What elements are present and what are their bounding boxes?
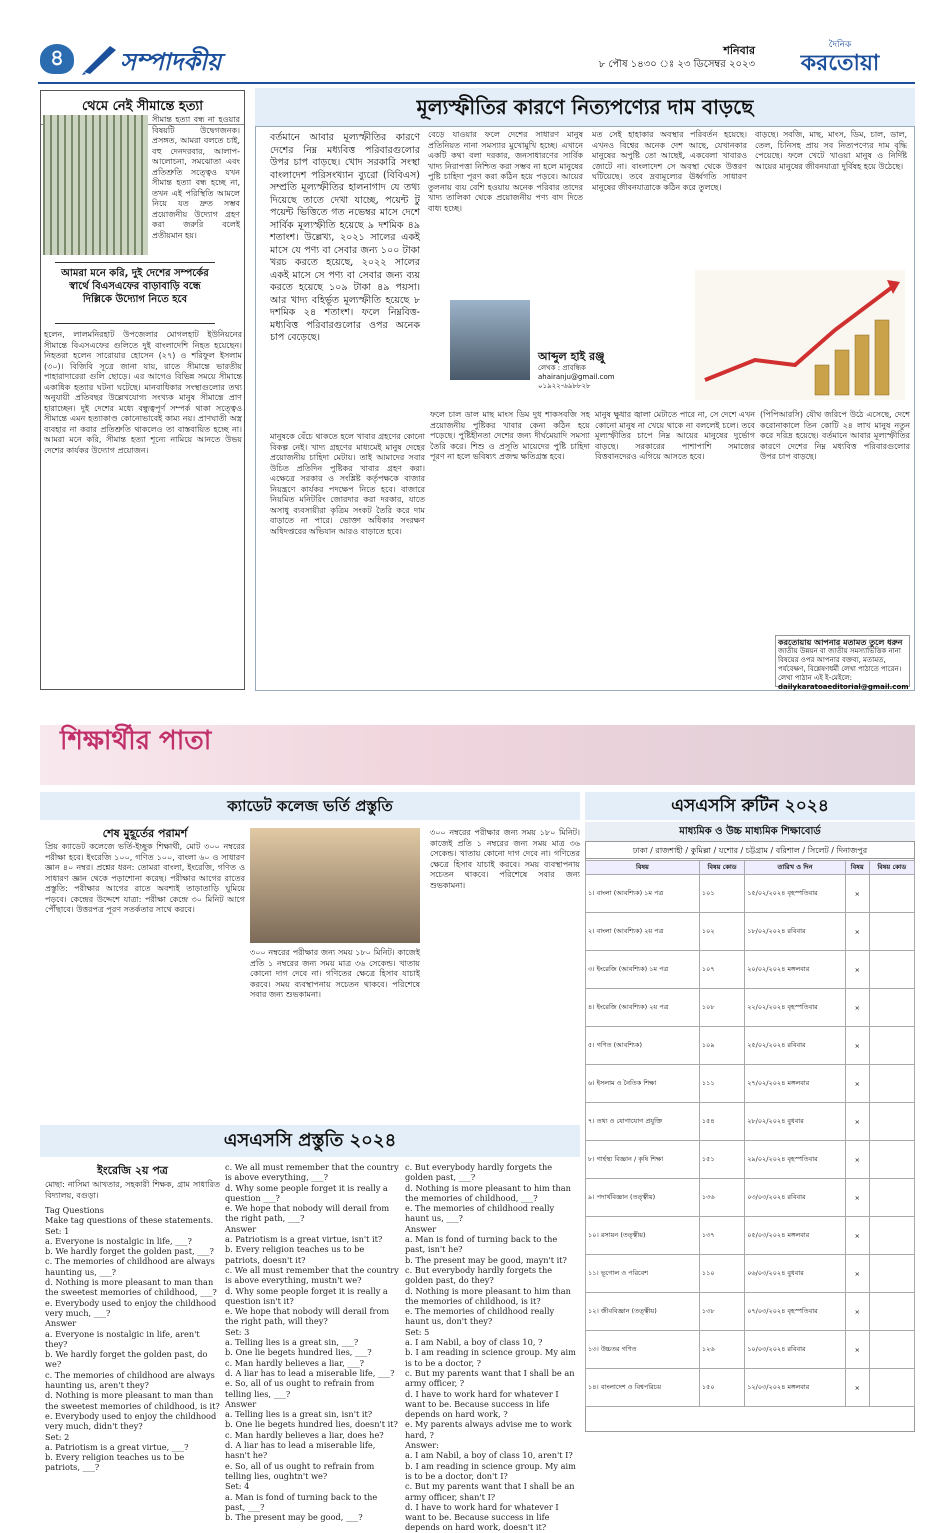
pull-quote: আমরা মনে করি, দুই দেশের সম্পর্কের স্বার্থে বিএসএফের বাড়াবাড়ি বন্ধে দিল্লিকে উদ্যোগ নিতে হবে [55, 262, 215, 324]
empty-cell: × [845, 989, 869, 1027]
cell: ২। বাংলা (আবশ্যিক) ২য় পত্র [586, 913, 700, 951]
empty-cell: × [845, 951, 869, 989]
masthead-rule [38, 82, 915, 84]
empty-cell [869, 1141, 914, 1179]
empty-cell [869, 913, 914, 951]
board-title: মাধ্যমিক ও উচ্চ মাধ্যমিক শিক্ষাবোর্ড [585, 822, 915, 842]
empty-cell: × [845, 1179, 869, 1217]
empty-cell: × [845, 1331, 869, 1369]
table-row [586, 875, 915, 913]
cell: ০৩/০৩/২০২৪ রবিবার [745, 1179, 846, 1217]
article-body: হলেন, লালমনিরহাট উপজেলার মোগলহাট ইউনিয়নের সীমান্তে বিএসএফের গুলিতে দুই বাংলাদেশি নিহত হয়েছেন। নিহতরা হলেন সারোয়ার হোসেন (২৭) ও শরিফুল ইসলাম (৩০)। বিজিবি সূত্রে জানা যায়, রাতে সীমান্তে ভারতীয় পাহারাদারেরা গুলি ছোড়ে। এর আগেও বিভিন্ন সময়ে সীমান্তে একাধিক হত্যার ঘটনা ঘটেছে। মানবাধিকার সংস্থাগুলোর তথ্য অনুযায়ী প্রতিবছর উল্লেখযোগ্য সংখ্যক মানুষ সীমান্তে প্রাণ হারাচ্ছেন। দুই দেশের মধ্যে বন্ধুত্বপূর্ণ সম্পর্ক থাকা সত্ত্বেও সীমান্তে এমন হত্যাকাণ্ড কোনোভাবেই কাম্য নয়। প্রাণঘাতী অস্ত্র ব্যবহার না করার প্রতিশ্রুতি থাকলেও তা বাস্তবায়িত হচ্ছে না। আমরা মনে করি, সীমান্ত হত্যা শূন্যে নামিয়ে আনতে উভয় দেশের কার্যকর উদ্যোগ প্রয়োজন। [44, 330, 242, 455]
day: শনিবার [723, 44, 755, 57]
table-row [586, 913, 915, 951]
cell: ২৮/০২/২০২৪ বুধবার [745, 1103, 846, 1141]
table-row [586, 1293, 915, 1331]
cell: ০৫/০৩/২০২৪ মঙ্গলবার [745, 1217, 846, 1255]
cadet-heading: ক্যাডেট কলেজ ভর্তি প্রস্তুতি [40, 792, 580, 820]
table-row [586, 1369, 915, 1407]
boards-list: ঢাকা / রাজশাহী / কুমিল্লা / যশোর / চট্টগ্রাম / বরিশাল / সিলেট / দিনাজপুর [585, 843, 915, 859]
table-row [586, 1179, 915, 1217]
cell: ৫। গণিত (আবশ্যিক) [586, 1027, 700, 1065]
empty-cell [869, 1293, 914, 1331]
cell: ১৮/০২/২০২৪ রবিবার [745, 913, 846, 951]
cell: ৭। তথ্য ও যোগাযোগ প্রযুক্তি [586, 1103, 700, 1141]
cell: ১৫১ [699, 1141, 744, 1179]
cadet-subheading: শেষ মুহূর্তের পরামর্শ [102, 827, 188, 840]
cell: ৬। ইসলাম ও নৈতিক শিক্ষা [586, 1065, 700, 1103]
article-lower-2: ফলে চাল ডাল মাছ মাংস ডিম দুধ শাকসবজি সহ প্রয়োজনীয় পুষ্টিকর খাবার কেনা কঠিন হয়ে পড়েছে। পুষ্টিহীনতা দেশের জন্য দীর্ঘমেয়াদি সমস্যা তৈরি করে। শিশু ও প্রসূতি মায়েদের পুষ্টি চাহিদা পূরণ না হলে ভবিষ্যৎ প্রজন্ম ক্ষতিগ্রস্ত হবে। [430, 410, 590, 461]
empty-cell [869, 1103, 914, 1141]
contact-title: করতোয়ায় আপনার মতামত তুলে ধরুন [778, 638, 903, 647]
empty-cell: × [845, 1293, 869, 1331]
table-row [586, 1027, 915, 1065]
cell: ১২৬ [699, 1331, 744, 1369]
empty-cell: × [845, 1255, 869, 1293]
main-headline: মূল্যস্ফীতির কারণে নিত্যপণ্যের দাম বাড়ছে [255, 88, 915, 126]
english-col-2: c. We all must remember that the country is above everything, ___? d. Why some people forget it is really a question ___? e. We hope that nobody will derail from the right path, ___? Answer a. Patriotism is a great virtue, isn't it? b. Every religion teaches us to be patriots, doesn't it? c. We all must remember that the country is above everything, mustn't we? d. Why some people forget it is really a question isn't it? e. We hope that nobody will derail from the right path, will they? Set: 3 a. Telling lies is a great sin, ___? b. One lie begets hundred lies, ___? c. Man hardly believes a liar, ___? d. A liar has to lead a miserable life, ___? e. So, all of us ought to refrain from telling lies, ___? Answer a. Telling lies is a great sin, isn't it? b. One lie begets hundred lies, doesn't it? c. Man hardly believes a liar, does he? d. A liar has to lead a miserable life, hasn't he? e. So, all of us ought to refrain from telling lies, oughtn't we? Set: 4 a. Man is fond of turning back to the past, ___? b. The present may be good, ___? [225, 1162, 399, 1523]
cadet-text-right: ৩০০ নম্বরের পরীক্ষার জন্য সময় ১৮০ মিনিট। কাজেই প্রতি ১ নম্বরের জন্য সময় মাত্র ৩৬ সেকেন্ড। খাতায় কোনো দাগ দেবে না। গণিতের ক্ষেত্রে হিসাব যাচাই করবে। সময় ব্যবস্থাপনায় সচেতন থাকবে। পরিশেষে সবার জন্য শুভকামনা। [430, 828, 580, 890]
empty-cell: × [845, 875, 869, 913]
cell: ১৩৮ [699, 1293, 744, 1331]
cell: ১৩৭ [699, 1217, 744, 1255]
cell: ১৫/০২/২০২৪ বৃহস্পতিবার [745, 875, 846, 913]
cell: ১। বাংলা (আবশ্যিক) ১ম পত্র [586, 875, 700, 913]
col-code: বিষয় কোড [699, 861, 744, 875]
author-title: লেখক : প্রাবন্ধিক [538, 364, 586, 372]
cell: ৮। গার্হস্থ্য বিজ্ঞান / কৃষি শিক্ষা [586, 1141, 700, 1179]
page-number: ৪ [40, 44, 74, 74]
article-lower-4: (পিপিআরসি) যৌথ জরিপে উঠে এসেছে, দেশে করোনাকালে তিন কোটি ২৪ লাখ মানুষ নতুন করে দরিদ্র হয়েছে। বর্তমানে আবার মূল্যস্ফীতির কারণে দেশের নিম্ন মধ্যবিত্ত পরিবারগুলোর উপর চাপ বাড়ছে। [760, 410, 910, 461]
cell: ৪। ইংরেজি (আবশ্যিক) ২য় পত্র [586, 989, 700, 1027]
table-row [586, 1103, 915, 1141]
author-name: আব্দুল হাই রঞ্জু [538, 350, 605, 363]
cell: ২৫/০২/২০২৪ রবিবার [745, 1027, 846, 1065]
exam-hall-photo [250, 828, 420, 943]
table-row [586, 1065, 915, 1103]
cell: ১৩৬ [699, 1179, 744, 1217]
rising-coins-illustration [695, 270, 905, 400]
col-code-2: বিষয় কোড [869, 861, 914, 875]
empty-cell [869, 1331, 914, 1369]
empty-cell [869, 1255, 914, 1293]
table-row [586, 1217, 915, 1255]
cell: ১০৭ [699, 951, 744, 989]
teacher-credit: মোছা: নাসিমা আখতার, সহকারী শিক্ষক, গ্রাম সাধারিত বিদ্যালয়, বগুড়া। [45, 1180, 220, 1200]
cell: ১৫০ [699, 1369, 744, 1407]
article-col-3: মত সেই হাহাকার অবস্থার পরিবর্তন হয়েছে। এখনও বিশ্বের অনেক দেশ আছে, যেখানকার মানুষের অপুষ্টি তো আছেই, একবেলা খাবারও জোটে না। বাংলাদেশ সে অবস্থা থেকে উত্তরণ ঘটিয়েছে। তবে দ্রব্যমূল্যের ঊর্ধ্বগতি সাধারণ মানুষের জীবনযাত্রাকে কঠিন করে তুলছে। [592, 130, 747, 192]
table-row [586, 989, 915, 1027]
author-phone: ০১৯২২-৬৯৮৮২৮ [538, 382, 591, 390]
contact-text: জাতীয় উন্নয়ন বা জাতীয় সমস্যাভিত্তিক নানা বিষয়ের ওপর আপনার বক্তব্য, মতামত, পর্যবেক্ষণ, বিশ্লেষণধর্মী লেখা পাঠাতে পারেন। [778, 647, 902, 673]
cell: ১০২ [699, 913, 744, 951]
cell: ১৫৪ [699, 1103, 744, 1141]
empty-cell [869, 989, 914, 1027]
contact-email-label: লেখা পাঠান এই ই-মেইলে: [778, 674, 852, 682]
cell: ১০। রসায়ন (তত্ত্বীয়) [586, 1217, 700, 1255]
cell: ২৯/০২/২০২৪ বৃহস্পতিবার [745, 1141, 846, 1179]
empty-cell: × [845, 1103, 869, 1141]
cadet-text: প্রিয় ক্যাডেট কলেজে ভর্তি-ইচ্ছুক শিক্ষার্থী, মোট ৩০০ নম্বরের পরীক্ষা হবে। ইংরেজি ১০০, গণিত ১০০, বাংলা ৬০ ও সাধারণ জ্ঞান ৪০ নম্বর। প্রশ্নের ধরন: তোমরা বাংলা, ইংরেজি, গণিত ও সাধারণ জ্ঞান থেকে পড়াশোনা করেছ। পরীক্ষার আগের রাতের প্রস্তুতি: পরীক্ষার আগের রাতে অবশ্যই তাড়াতাড়ি ঘুমিয়ে পড়বে। কেন্দ্রের উদ্দেশে যাত্রা: পরীক্ষা কেন্দ্রে ৩০ মিনিট আগে পৌঁছাবে। উত্তরপত্র পূরণ সতর্কতার সাথে করবে। [45, 842, 245, 914]
col-subject: বিষয় [586, 861, 700, 875]
cell: ৯। পদার্থবিজ্ঞান (তত্ত্বীয়) [586, 1179, 700, 1217]
empty-cell [869, 1369, 914, 1407]
section-title: সম্পাদকীয় [120, 47, 222, 76]
routine-table-wrap [585, 860, 915, 1430]
col-subject-2: বিষয় [845, 861, 869, 875]
routine-heading: এসএসসি রুটিন ২০২৪ [585, 792, 915, 820]
empty-cell [869, 1179, 914, 1217]
table-row [586, 1141, 915, 1179]
paper-small: দৈনিক [828, 40, 852, 50]
banner-title: শিক্ষার্থীর পাতা [60, 726, 212, 756]
cell: ১০/০৩/২০২৪ রবিবার [745, 1331, 846, 1369]
empty-cell [869, 1065, 914, 1103]
empty-cell: × [845, 1065, 869, 1103]
table-row [586, 1255, 915, 1293]
article-col-2: বেড়ে যাওয়ার ফলে দেশের সাধারণ মানুষ প্রতিনিয়ত নানা সমস্যার মুখোমুখি হচ্ছে। এখানে একটি কথা বলা দরকার, জনসাধারণের সার্বিক খাদ্য নিরাপত্তা নিশ্চিত করা সম্ভব না হলে মানুষের পুষ্টি চাহিদা পূরণ করা কঠিন হয়ে পড়বে। আয়ের তুলনায় ব্যয় বেশি হওয়ায় অনেক পরিবার তাদের খাদ্য তালিকা থেকে প্রয়োজনীয় পণ্য বাদ দিতে বাধ্য হচ্ছে। [428, 130, 583, 213]
cell: ০৭/০৩/২০২৪ বৃহস্পতিবার [745, 1293, 846, 1331]
date: ৮ পৌষ ১৪৩০ ঃ ২৩ ডিসেম্বর ২০২৩ [598, 59, 755, 70]
cell: ১৪। বাংলাদেশ ও বিশ্বপরিচয় [586, 1369, 700, 1407]
cell: ১২/০৩/২০২৪ মঙ্গলবার [745, 1369, 846, 1407]
article-lower-3: মানুষ ক্ষুধার জ্বালা মেটাতে পারে না, সে দেশে এখন কোনো মানুষ না খেয়ে থাকে না বললেই চলে। তবে মূল্যস্ফীতির চাপে নিম্ন আয়ের মানুষের দুর্ভোগ বাড়ছে। সরকারের পাশাপাশি সমাজের বিত্তবানদেরও এগিয়ে আসতে হবে। [595, 410, 755, 461]
routine-table [585, 860, 915, 1407]
cell: ১২। জীববিজ্ঞান (তত্ত্বীয়) [586, 1293, 700, 1331]
table-row [586, 1331, 915, 1369]
cell: ১০১ [699, 875, 744, 913]
col-date: তারিখ ও দিন [745, 861, 846, 875]
empty-cell: × [845, 1217, 869, 1255]
english-subheading: ইংরেজি ২য় পত্র [97, 1164, 168, 1177]
cell: ২০/০২/২০২৪ মঙ্গলবার [745, 951, 846, 989]
english-col-3: c. But everybody hardly forgets the golden past, ___? d. Nothing is more pleasant to him than the memories of childhood, ___? e. The memories of childhood really haunt us, ___? Answer a. Man is fond of turning back to the past, isn't he? b. The present may be good, mayn't it? c. But everybody hardly forgets the golden past, do they? d. Nothing is more pleasant to him than the memories of childhood, is it? e. The memories of childhood really haunt us, don't they? Set: 5 a. I am Nabil, a boy of class 10, ? b. I am reading in science group. My aim is to be a doctor, ? c. But my parents want that I shall be an army officer, ? d. I have to work hard for whatever I want to be. Because success in life depends on hard work, ? e. My parents always advise me to work hard, ? Answer: a. I am Nabil, a boy of class 10, aren't I? b. I am reading in science group. My aim is to be a doctor, don't I? c. But my parents want that I shall be an army officer, shan't I? d. I have to work hard for whatever I want to be. Because success in life depends on hard work, doesn't it? [405, 1162, 576, 1533]
article-title: থেমে নেই সীমান্তে হত্যা [41, 91, 244, 125]
ssc-prep-heading: এসএসসি প্রস্তুতি ২০২৪ [40, 1125, 580, 1157]
dateline [560, 44, 755, 72]
paper-name: করতোয়া [800, 50, 880, 76]
english-col-1: Tag Questions Make tag questions of these statements. Set: 1 a. Everyone is nostalgic in life, ___? b. We hardly forget the golden past, ___? c. The memories of childhood are always haunting us, ___? d. Nothing is more pleasant to man than the sweetest memories of childhood, ___? e. Everybody used to enjoy the childhood very much, ___? Answer a. Everyone is nostalgic in life, aren't they? b. We hardly forget the golden past, do we? c. The memories of childhood are always haunting us, aren't they? d. Nothing is more pleasant to man than the sweetest memories of childhood, is it? e. Everybody used to enjoy the childhood very much, didn't they? Set: 2 a. Patriotism is a great virtue, ___? b. Every religion teaches us to be patriots, ___? [45, 1205, 220, 1473]
cell: ২২/০২/২০২৪ বৃহস্পতিবার [745, 989, 846, 1027]
cadet-text-mid: ৩০০ নম্বরের পরীক্ষার জন্য সময় ১৮০ মিনিট। কাজেই প্রতি ১ নম্বরের জন্য সময় মাত্র ৩৬ সেকেন্ড। খাতায় কোনো দাগ দেবে না। গণিতের ক্ষেত্রে হিসাব যাচাই করবে। সময় ব্যবস্থাপনায় সচেতন থাকবে। পরিশেষে সবার জন্য শুভকামনা। [250, 948, 420, 999]
cell: ১১০ [699, 1255, 744, 1293]
cell: ১১১ [699, 1065, 744, 1103]
empty-cell: × [845, 1027, 869, 1065]
cell: ১১। ভূগোল ও পরিবেশ [586, 1255, 700, 1293]
empty-cell: × [845, 1141, 869, 1179]
border-fence-photo [43, 115, 148, 255]
cell: ২৭/০২/২০২৪ মঙ্গলবার [745, 1065, 846, 1103]
contact-box [775, 635, 910, 691]
author-role [538, 364, 688, 391]
empty-cell: × [845, 913, 869, 951]
cell: ১০৯ [699, 1027, 744, 1065]
empty-cell [869, 1027, 914, 1065]
author-email: ahairanju@gmail.com [538, 373, 615, 381]
cell: ০৬/০৩/২০২৪ বুধবার [745, 1255, 846, 1293]
article-intro: সীমান্ত হত্যা বন্ধ না হওয়ার বিষয়টি উদ্বেগজনক। প্রসঙ্গত, আমরা বলতে চাই, বহু দেনদরবার, আলাপ-আলোচনা, সমঝোতা এবং প্রতিশ্রুতি সত্ত্বেও যখন সীমান্ত হত্যা বন্ধ হচ্ছে না, তখন এই পরিস্থিতি আমলে নিয়ে যত দ্রুত সম্ভব প্রয়োজনীয় উদ্যোগ গ্রহণ করা জরুরি বলেই প্রতীয়মান হয়। [152, 115, 240, 240]
cell: ১০৮ [699, 989, 744, 1027]
article-lower-1: মানুষকে বেঁচে থাকতে হলে খাবার গ্রহণের কোনো বিকল্প নেই। খাদ্য গ্রহণের মাধ্যমেই মানুষ দেহের প্রয়োজনীয় চাহিদা মেটায়। তাই আমাদের সবার উচিত প্রতিদিন পুষ্টিকর খাবার গ্রহণ করা। এক্ষেত্রে সরকার ও সংশ্লিষ্ট কর্তৃপক্ষকে বাজার নিয়ন্ত্রণে কার্যকর পদক্ষেপ নিতে হবে। বাজারে নিয়মিত মনিটরিং জোরদার করা দরকার, যাতে অসাধু ব্যবসায়ীরা কৃত্রিম সংকট তৈরি করে দাম বাড়াতে না পারে। ভোক্তা অধিকার সংরক্ষণ অধিদপ্তরের অভিযান আরও বাড়াতে হবে। [270, 432, 425, 536]
author-photo [450, 300, 530, 380]
table-row [586, 951, 915, 989]
empty-cell [869, 875, 914, 913]
empty-cell [869, 951, 914, 989]
lead-paragraph: বর্তমানে আবার মূল্যস্ফীতির কারণে দেশের নিম্ন মধ্যবিত্ত পরিবারগুলোর উপর চাপ বাড়ছে। খোদ সরকারি সংস্থা বাংলাদেশ পরিসংখ্যান ব্যুরো (বিবিএস) সম্প্রতি মূল্যস্ফীতির হালনাগাদ যে তথ্য দিয়েছে তাতে দেখা যাচ্ছে, পয়েন্ট টু পয়েন্ট ভিত্তিতে গত নভেম্বর মাসে দেশে সার্বিক মূল্যস্ফীতি হয়েছে ৯ দশমিক ৪৯ শতাংশ। উল্লেখ্য, ২০২১ সালের একই মাসে যে পণ্য বা সেবার জন্য ১০০ টাকা খরচ করতে হয়েছে, ২০২২ সালের একই মাসে সে পণ্য বা সেবার জন্য ব্যয় করতে হয়েছে ১০৯ টাকা ৪৯ পয়সা। আর খাদ্য বহির্ভূত মূল্যস্ফীতি হয়েছে ৮ দশমিক ২৪ শতাংশ। ফলে নিম্নবিত্ত-মধ্যবিত্ত পরিবারগুলোর ওপর অনেক চাপ বেড়েছে। [270, 132, 420, 343]
pen-nib-icon [80, 40, 120, 76]
paper-logo [765, 40, 915, 80]
empty-cell: × [845, 1369, 869, 1407]
cell: ৩। ইংরেজি (আবশ্যিক) ১ম পত্র [586, 951, 700, 989]
cell: ১৩। উচ্চতর গণিত [586, 1331, 700, 1369]
empty-cell [869, 1217, 914, 1255]
contact-email: dailykaratoaeditorial@gmail.com [778, 683, 909, 691]
article-col-4: বাড়ছে। সবজি, মাছ, মাংস, ডিম, চাল, ডাল, তেল, চিনিসহ প্রায় সব নিত্যপণ্যের দাম বৃদ্ধি পেয়েছে। ফলে খেটে খাওয়া মানুষ ও নির্দিষ্ট আয়ের মানুষের জীবনযাত্রা দুর্বিষহ হয়ে উঠেছে। [755, 130, 907, 171]
